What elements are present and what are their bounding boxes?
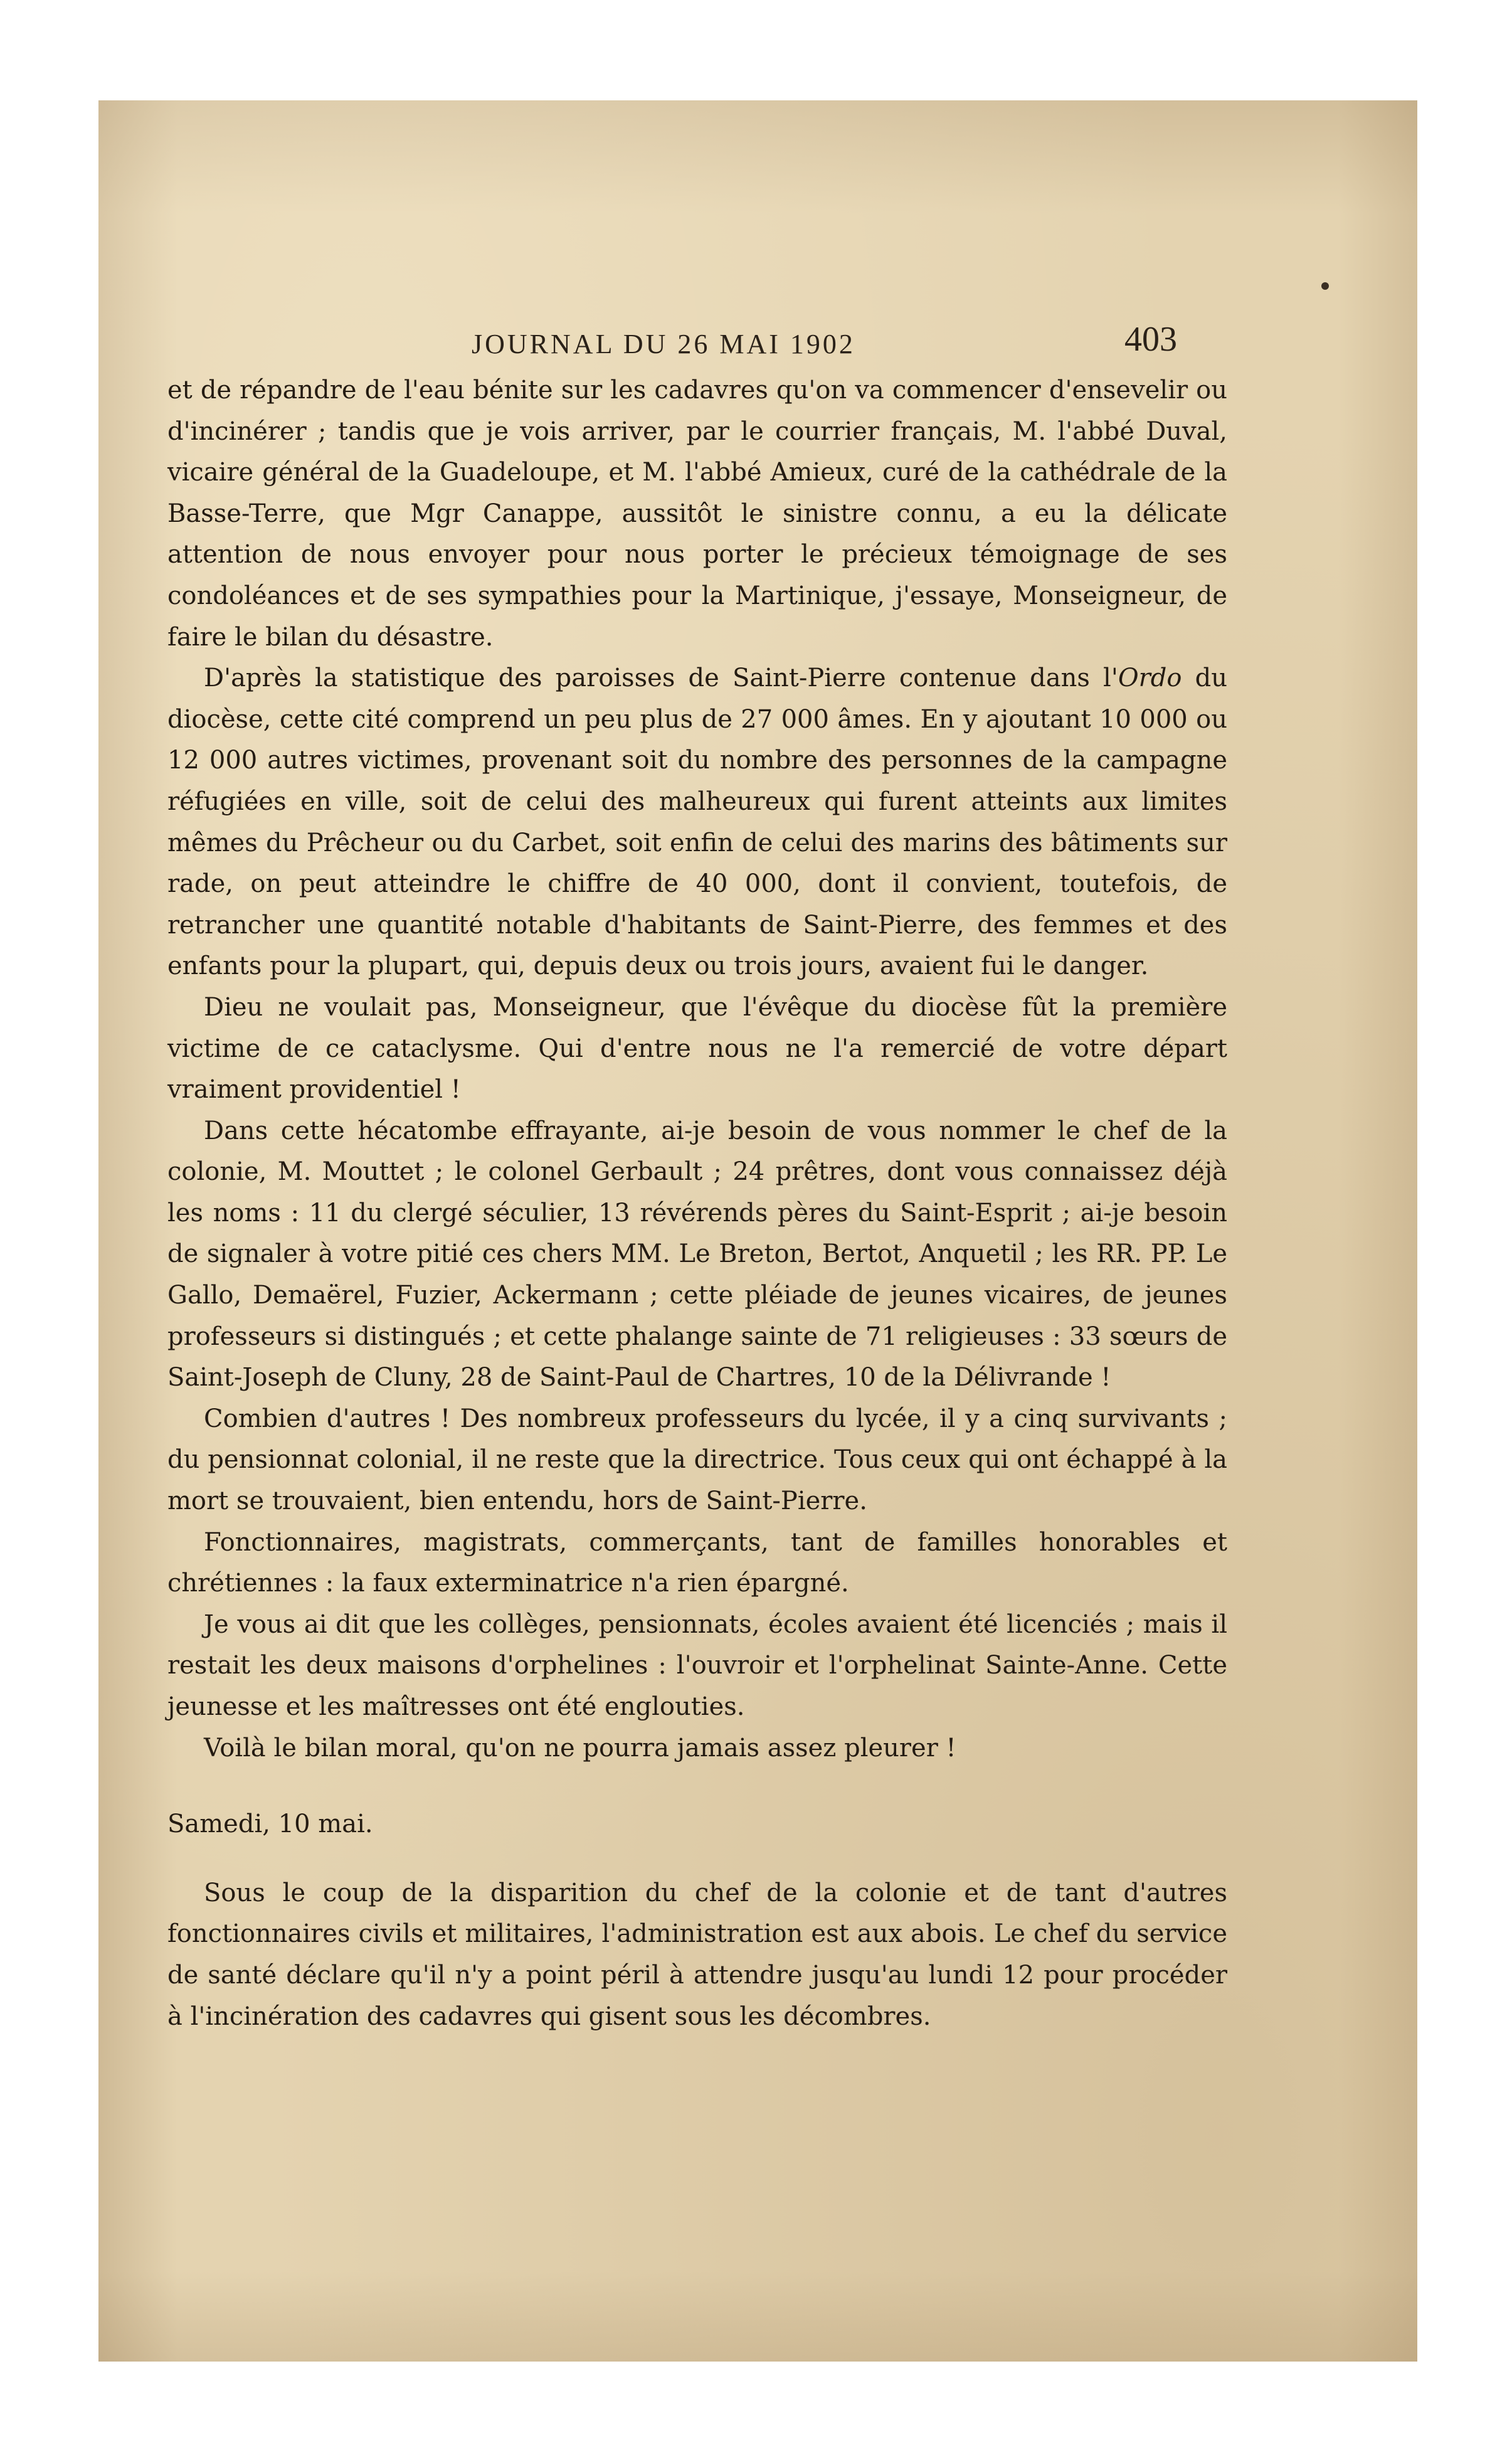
paragraph-text-start: D'après la statistique des paroisses de Saint-Pierre contenue dans l' bbox=[204, 664, 1118, 693]
ordo-italic: Ordo bbox=[1118, 664, 1182, 693]
closing-paragraph: Sous le coup de la disparition du chef de la colonie et de tant d'autres fonctionnaires civils et militaires, l'administration est aux abois. Le chef du service de santé déclare qu'il n'y a point péril à attendre jusqu'au lundi 12 pour procéder à l'incinération des cadavres qui gisent sous les décombres. bbox=[167, 1878, 1227, 2031]
paragraph: Je vous ai dit que les collèges, pensionnats, écoles avaient été licenciés ; mais il restait les deux maisons d'orphelines : l'ouvroir et l'orphelinat Sainte-Anne. Cette jeunesse et les maîtresses ont été englouties. bbox=[167, 1609, 1227, 1721]
dateline: Samedi, 10 mai. bbox=[167, 1810, 373, 1839]
running-head: JOURNAL DU 26 MAI 1902 bbox=[472, 329, 855, 359]
paragraph: Combien d'autres ! Des nombreux professeurs du lycée, il y a cinq survivants ; du pensionnat colonial, il ne reste que la directrice. Tous ceux qui ont échappé à la mort se trouvaient, bien entendu, hors de Saint-Pierre. bbox=[167, 1404, 1227, 1516]
paragraph: Fonctionnaires, magistrats, commerçants, tant de familles honorables et chrétiennes : la faux exterminatrice n'a rien épargné. bbox=[167, 1527, 1227, 1598]
scanned-page bbox=[98, 100, 1417, 2362]
page-header bbox=[98, 317, 1417, 373]
paragraph-text-end: du diocèse, cette cité comprend un peu plus de 27 000 âmes. En y ajoutant 10 000 ou 12 000 autres victimes, provenant soit du nombre des personnes de la campagne réfugiées en ville, soit de celui des malheureux qui furent atteints aux limites mêmes du Prêcheur ou du Carbet, soit enfin de celui des marins des bâtiments sur rade, on peut atteindre le chiffre de 40 000, dont il convient, toutefois, de retrancher une quantité notable d'habitants de Saint-Pierre, des femmes et des enfants pour la plupart, qui, depuis deux ou trois jours, avaient fui le danger. bbox=[167, 664, 1227, 981]
paragraph bbox=[167, 658, 1227, 987]
paragraph: Dans cette hécatombe effrayante, ai-je besoin de vous nommer le chef de la colonie, M. Mouttet ; le colonel Gerbault ; 24 prêtres, dont vous connaissez déjà les noms : 11 du clergé séculier, 13 révérends pères du Saint-Esprit ; ai-je besoin de signaler à votre pitié ces chers MM. Le Breton, Bertot, Anquetil ; les RR. PP. Le Gallo, Demaërel, Fuzier, Ackermann ; cette pléiade de jeunes vicaires, de jeunes professeurs si distingués ; et cette phalange sainte de 71 religieuses : 33 sœurs de Saint-Joseph de Cluny, 28 de Saint-Paul de Chartres, 10 de la Délivrande ! bbox=[167, 1116, 1227, 1392]
paragraph: Voilà le bilan moral, qu'on ne pourra jamais assez pleurer ! bbox=[204, 1733, 956, 1763]
page-number: 403 bbox=[1124, 320, 1177, 359]
page-body bbox=[167, 370, 1227, 2037]
paragraph: et de répandre de l'eau bénite sur les cadavres qu'on va commencer d'ensevelir ou d'incinérer ; tandis que je vois arriver, par le courrier français, M. l'abbé Duval, vicaire général de la Guadeloupe, et M. l'abbé Amieux, curé de la cathédrale de la Basse-Terre, que Mgr Canappe, aussitôt le sinistre connu, a eu la délicate attention de nous envoyer pour nous porter le précieux témoignage de ses condoléances et de ses sympathies pour la Martinique, j'essaye, Monseigneur, de faire le bilan du désastre. bbox=[167, 376, 1227, 652]
ink-speck bbox=[1321, 282, 1329, 290]
paragraph: Dieu ne voulait pas, Monseigneur, que l'évêque du diocèse fût la première victime de ce cataclysme. Qui d'entre nous ne l'a remercié de votre départ vraiment providentiel ! bbox=[167, 992, 1227, 1105]
